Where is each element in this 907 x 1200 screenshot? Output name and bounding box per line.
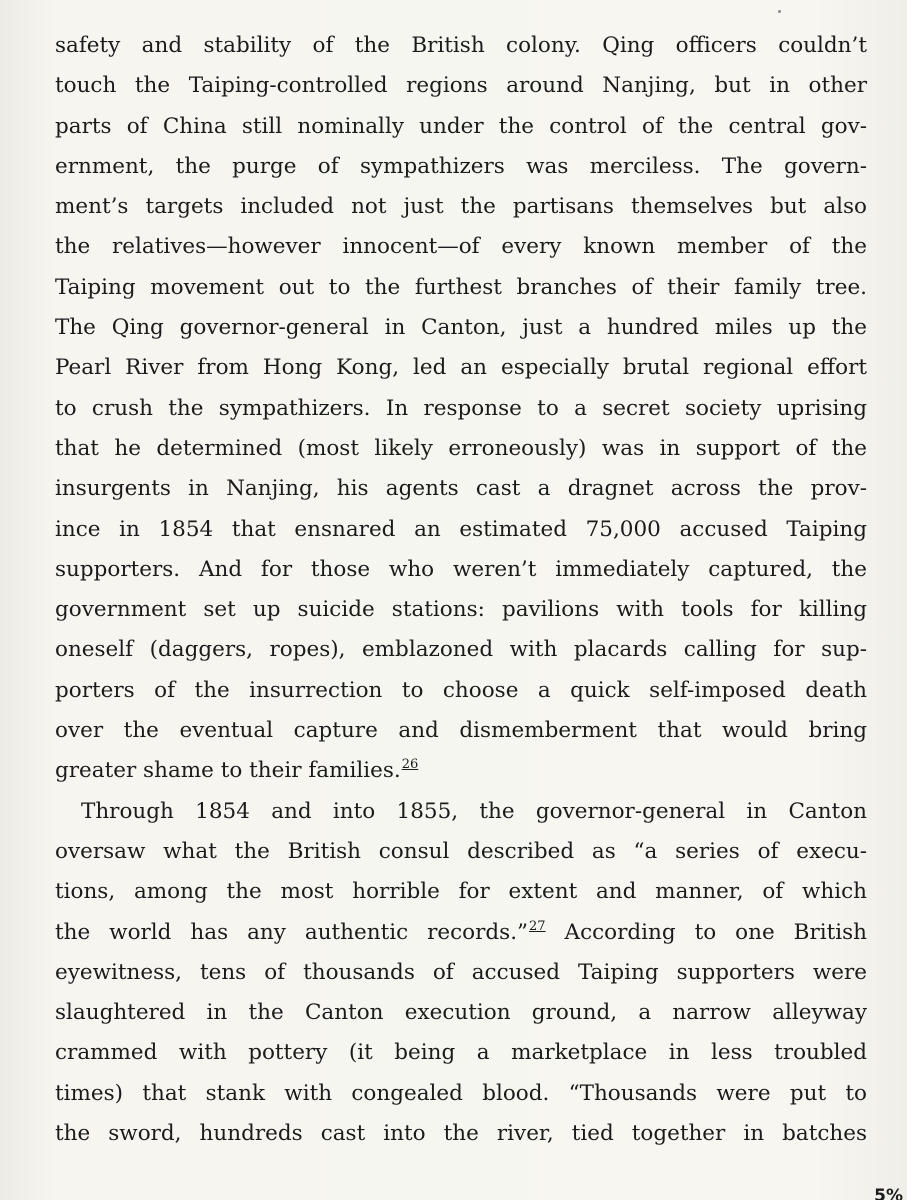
text-line: touch the Taiping-controlled regions around Nanjing, but in other <box>55 73 867 99</box>
text-line: ince in 1854 that ensnared an estimated 75,000 accused Taiping <box>55 516 867 542</box>
footnote-link-27[interactable]: 27 <box>529 918 546 934</box>
text-line: porters of the insurrection to choose a quick self-imposed death <box>55 677 867 703</box>
text-line: tions, among the most horrible for extent and manner, of which <box>55 879 867 905</box>
text-line: over the eventual capture and dismemberment that would bring <box>55 718 867 744</box>
text-line: safety and stability of the British colony. Qing officers couldn’t <box>55 33 867 58</box>
text-line: The Qing governor-general in Canton, just a hundred miles up the <box>55 315 867 341</box>
text-line: insurgents in Nanjing, his agents cast a dragnet across the prov- <box>55 476 867 502</box>
text-line: greater shame to their families.$^{26}$ <box>55 757 419 784</box>
text-line: ernment, the purge of sympathizers was merciless. The govern- <box>55 153 867 179</box>
text-line: to crush the sympathizers. In response to a secret society uprising <box>55 395 867 421</box>
paper-speck <box>778 10 781 13</box>
text-line: oversaw what the British consul described as “a series of execu- <box>55 838 867 864</box>
text-line: Through 1854 and into 1855, the governor-general in Canton <box>81 798 867 824</box>
text-line: oneself (daggers, ropes), emblazoned with placards calling for sup- <box>55 637 867 663</box>
text-line: Pearl River from Hong Kong, led an especially brutal regional effort <box>55 355 867 381</box>
footnote-link-26[interactable]: 26 <box>401 757 419 773</box>
text-line: eyewitness, tens of thousands of accused Taiping supporters were <box>55 959 867 985</box>
text-line: parts of China still nominally under the control of the central gov- <box>55 113 867 139</box>
reading-progress: 5% <box>874 1186 903 1200</box>
text-line: government set up suicide stations: pavilions with tools for killing <box>55 597 867 623</box>
text-line: times) that stank with congealed blood. “Thousands were put to <box>55 1080 867 1106</box>
text-line: slaughtered in the Canton execution ground, a narrow alleyway <box>55 1000 867 1026</box>
text-line: supporters. And for those who weren’t immediately captured, the <box>55 556 867 582</box>
text-line: crammed with pottery (it being a marketplace in less troubled <box>55 1040 867 1066</box>
text-line: the sword, hundreds cast into the river, tied together in batches <box>55 1121 867 1147</box>
text-line: the world has any authentic records.”$^{27}$ According to one British <box>55 918 867 945</box>
body-text <box>55 26 867 1154</box>
text-line: Taiping movement out to the furthest branches of their family tree. <box>55 274 867 300</box>
text-line: that he determined (most likely erroneously) was in support of the <box>55 435 867 461</box>
text-line: ment’s targets included not just the partisans themselves but also <box>55 194 867 220</box>
text-line: the relatives—however innocent—of every known member of the <box>55 234 867 260</box>
